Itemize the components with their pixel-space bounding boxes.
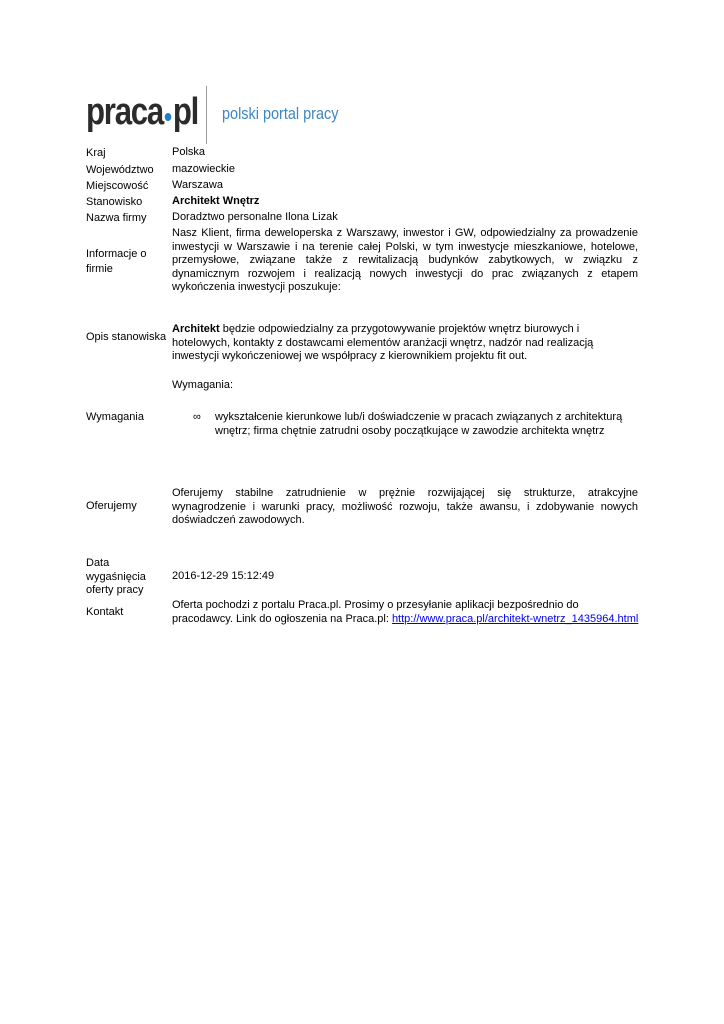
bullet-icon: ∞ (193, 411, 201, 423)
logo-tagline: polski portal pracy (222, 104, 339, 123)
wymagania-item: wykształcenie kierunkowe lub/i doświadczenie w pracach związanych z architekturą wnętrz; firma chętnie zatrudni osoby początkujące w zawodzie architekta wnętrz (215, 411, 623, 437)
value-kontakt (172, 599, 642, 626)
kontakt-text: Oferta pochodzi z portalu Praca.pl. Prosimy o przesyłanie aplikacji bezpośrednio do pracodawcy. Link do ogłoszenia na Praca.pl: (172, 599, 579, 625)
opis-sub-heading: Wymagania: (172, 379, 234, 391)
value-miejscowosc: Warszawa (172, 179, 223, 191)
label-wojewodztwo: Województwo (86, 164, 154, 176)
label-data-wygasniecia: Data wygaśnięcia oferty pracy (86, 557, 146, 596)
offer-link[interactable]: http://www.praca.pl/architekt-wnetrz_1435964.html (391, 612, 639, 625)
label-kontakt: Kontakt (86, 606, 124, 618)
value-informacje-o-firmie: Nasz Klient, firma deweloperska z Warszawy, inwestor i GW, odpowiedzialny za prowadzenie inwestycji w Warszawie i na terenie całej Polski, w tym inwestycje mieszkaniowe, hotelowe, przemysłowe, związane także z rewitalizacją budynków zabytkowych, w związku z dynamicznym rozwojem i realizacją nowych inwestycji do prac związanych z etapem wykończenia inwestycji poszukuje: (172, 227, 638, 293)
value-data-wygasniecia: 2016-12-29 15:12:49 (172, 570, 275, 582)
logo-wordmark: praca pl (86, 91, 199, 133)
label-nazwa-firmy: Nazwa firmy (86, 212, 147, 224)
value-nazwa-firmy: Doradztwo personalne Ilona Lizak (172, 211, 338, 223)
label-opis-stanowiska: Opis stanowiska (86, 331, 167, 343)
logo-divider (206, 86, 207, 144)
opis-bold-lead: Architekt (172, 323, 220, 335)
label-kraj: Kraj (86, 147, 106, 159)
opis-text: będzie odpowiedzialny za przygotowywanie projektów wnętrz biurowych i hotelowych, kontakty z dostawcami elementów aranżacji wnętrz, nadzór nad realizacją inwestycji wykończeniowej we współpracy z kierownikiem projektu fit out. (172, 323, 594, 362)
label-informacje-o-firmie: Informacje o firmie (86, 248, 147, 275)
value-wojewodztwo: mazowieckie (172, 163, 235, 175)
label-wymagania: Wymagania (86, 411, 144, 423)
value-opis-stanowiska (172, 323, 638, 364)
logo-dot-icon (165, 113, 172, 121)
label-miejscowosc: Miejscowość (86, 180, 149, 192)
value-kraj: Polska (172, 146, 206, 158)
label-oferujemy: Oferujemy (86, 500, 137, 512)
value-stanowisko: Architekt Wnętrz (172, 195, 260, 207)
value-oferujemy: Oferujemy stabilne zatrudnienie w prężnie rozwijającej się strukturze, atrakcyjne wynagrodzenie i warunki pracy, możliwość rozwoju, także awansu, i zdobywanie nowych doświadczeń zawodowych. (172, 487, 638, 526)
label-stanowisko: Stanowisko (86, 196, 143, 208)
